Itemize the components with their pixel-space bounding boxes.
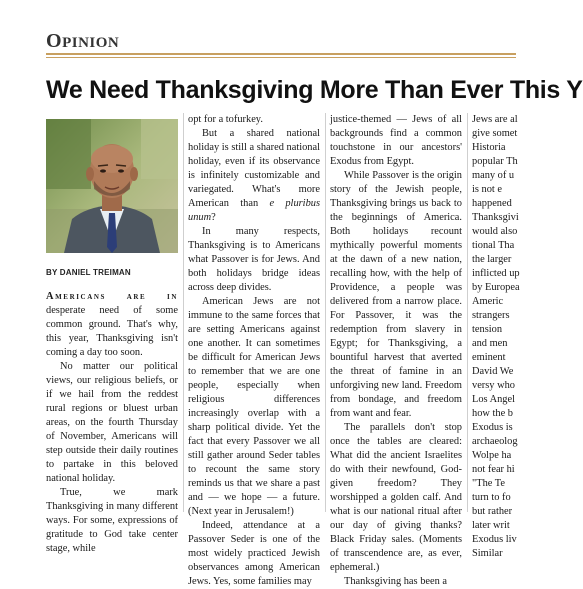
truncated-line: Thanksgivi	[472, 212, 519, 223]
byline: BY DANIEL TREIMAN	[46, 268, 131, 277]
paragraph: Thanksgiving has been a	[344, 576, 448, 587]
truncated-line: inflicted up	[472, 268, 520, 279]
article-column-4	[472, 113, 532, 559]
truncated-line: tional Tha	[472, 240, 515, 251]
paragraph: While Passover is the origin story of the Jewish people, Thanksgiving brings us back to the beginnings of America. Both holidays recount mythically powerful moments at the dawn of a new nation, recalling how, with the help of Providence, a people was delivered from a narrow place. For Passover, it was the redemption from slavery in Egypt; for Thanksgiving, a bountiful harvest that averted the threat of famine in an unforgiving new land. Freedom from bondage, and freedom from want and fear.	[330, 170, 462, 419]
truncated-line: would also	[472, 226, 518, 237]
headline: We Need Thanksgiving More Than Ever This Y	[46, 76, 583, 104]
column-divider	[467, 113, 468, 512]
truncated-line: popular Th	[472, 156, 518, 167]
truncated-line: but rather	[472, 506, 513, 517]
truncated-line: is not e	[472, 184, 503, 195]
truncated-line: turn to fo	[472, 492, 511, 503]
section-label: OPINION	[46, 30, 120, 52]
paragraph: justice-themed — Jews of all backgrounds find a common touchstone in our ancestors' Exodus from Egypt.	[330, 114, 462, 167]
truncated-line: later writ	[472, 520, 510, 531]
paragraph: True, we mark Thanksgiving in many different ways. For some, expressions of gratitude to God take center stage, while	[46, 487, 178, 554]
column-divider	[183, 113, 184, 512]
article-column-2	[188, 113, 320, 587]
truncated-line: archaeolog	[472, 436, 518, 447]
section-rule	[46, 53, 516, 55]
truncated-line: Los Angel	[472, 394, 516, 405]
truncated-line: by Europea	[472, 282, 520, 293]
truncated-line: the larger	[472, 254, 512, 265]
truncated-line: happened	[472, 198, 512, 209]
truncated-line: Historia	[472, 142, 506, 153]
truncated-line: Americ	[472, 296, 504, 307]
paragraph: Indeed, attendance at a Passover Seder is one of the most widely practiced Jewish observances among American Jews. Yes, some families may	[188, 520, 320, 587]
truncated-line: versy who	[472, 380, 515, 391]
truncated-line: Exodus is	[472, 422, 513, 433]
truncated-line: tension	[472, 324, 503, 335]
truncated-line: Wolpe ha	[472, 450, 512, 461]
paragraph: opt for a tofurkey.	[188, 114, 263, 125]
truncated-line: strangers	[472, 310, 510, 321]
truncated-line: give somet	[472, 128, 518, 139]
latin-phrase: e pluribus unum	[188, 198, 320, 223]
article-column-1: Americans are in desperate need of some common ground. That's why, this year, Thanksgiving isn't coming a day too soon. No matter our political views, our religious beliefs, or if we hail from the reddest rural regions or bluest urban areas, on the fourth Thursday of November, Americans will step outside their daily routines to partake in this beloved national holiday. True, we mark Thanksgiving in many different ways. For some, expressions of gratitude to God take center stage, while	[46, 291, 178, 554]
section-rule-thin	[46, 57, 516, 58]
truncated-line: how the b	[472, 408, 513, 419]
truncated-line: and men	[472, 338, 508, 349]
truncated-line: eminent	[472, 352, 506, 363]
author-portrait-image	[46, 119, 178, 253]
paragraph: The parallels don't stop once the tables are cleared: What did the ancient Israelites do with their newfound, God-given freedom? They worshipped a golden calf. And what is our national ritual after our day of giving thanks? Black Friday sales. (Moments of transcendence are, as ever, ephemeral.)	[330, 422, 462, 573]
truncated-line: not fear hi	[472, 464, 515, 475]
paragraph: But a shared national holiday is still a shared national holiday, even if its observance is infinitely customizable and variegated. What's more American than e pluribus unum?	[188, 128, 320, 223]
truncated-line: many of u	[472, 170, 515, 181]
truncated-line: "The Te	[472, 478, 506, 489]
lead-in: Americans are in	[46, 291, 178, 302]
column-divider	[325, 113, 326, 512]
truncated-line: Similar	[472, 548, 503, 559]
author-photo	[46, 119, 178, 253]
paragraph: No matter our political views, our religious beliefs, or if we hail from the reddest rural regions or bluest urban areas, on the fourth Thursday of November, Americans will step outside their daily routines to partake in this beloved national holiday.	[46, 361, 178, 484]
paragraph: American Jews are not immune to the same forces that are setting Americans against one another. It can sometimes be difficult for American Jews to remember that we are one people, especially when religious differences increasingly overlap with a sharp political divide. Yet the fact that every Passover we all still gather around Seder tables to recount the same story reminds us that we share a past and — we hope — a future. (Next year in Jerusalem!)	[188, 296, 320, 517]
truncated-line: Exodus liv	[472, 534, 517, 545]
truncated-line: Jews are al	[472, 114, 518, 125]
article-column-3	[330, 113, 462, 587]
paragraph: In many respects, Thanksgiving is to Americans what Passover is for Jews. And both holidays bridge ideas across deep divides.	[188, 226, 320, 293]
truncated-line: David We	[472, 366, 514, 377]
